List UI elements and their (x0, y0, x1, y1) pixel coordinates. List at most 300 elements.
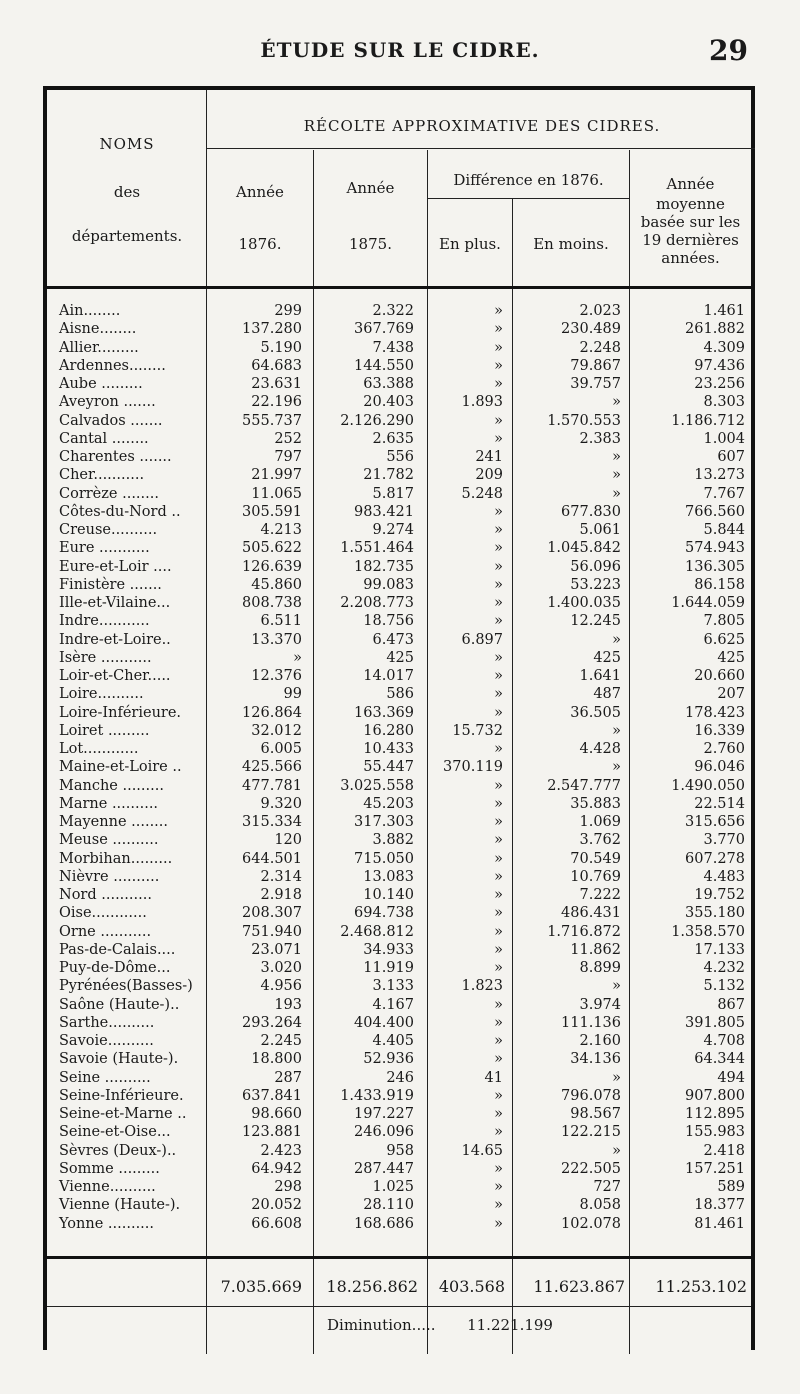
difference-en-plus: » (494, 357, 503, 374)
running-head (40, 34, 760, 70)
average-19-years: 155.983 (685, 1124, 745, 1141)
difference-en-plus: » (494, 613, 503, 630)
difference-en-moins: » (612, 978, 621, 995)
average-19-years: 607.278 (685, 850, 745, 867)
table-row (47, 1105, 751, 1123)
harvest-1876: 808.738 (242, 595, 302, 611)
table-row (47, 795, 751, 813)
harvest-1875: 10.433 (363, 741, 414, 757)
difference-en-moins: 102.078 (561, 1215, 621, 1232)
harvest-1875: 182.735 (354, 558, 414, 575)
difference-en-plus: » (494, 850, 503, 867)
harvest-1875: 317.303 (354, 814, 414, 830)
diminution-value: 11.221.199 (467, 1316, 553, 1334)
difference-en-plus: 15.732 (452, 722, 503, 739)
harvest-1876: 45.860 (251, 576, 302, 593)
average-19-years: 5.844 (703, 522, 745, 538)
difference-en-plus: » (494, 905, 503, 922)
department-name: Orne ........... (59, 923, 152, 940)
harvest-1875: 2.635 (372, 430, 414, 447)
harvest-1875: 7.438 (372, 339, 414, 356)
difference-en-moins: » (612, 467, 621, 484)
difference-en-plus: » (494, 412, 503, 429)
department-name: Pas-de-Calais.... (59, 941, 176, 958)
table-row (47, 667, 751, 685)
harvest-1875: 55.447 (363, 759, 414, 776)
cider-harvest-table (43, 86, 755, 1350)
difference-en-plus: » (494, 649, 503, 666)
department-name: Allier......... (59, 339, 139, 356)
difference-en-moins: » (612, 449, 621, 465)
table-row (47, 594, 751, 612)
average-19-years: 391.805 (685, 1014, 745, 1031)
average-19-years: 86.158 (694, 576, 745, 593)
harvest-1875: 2.468.812 (340, 923, 414, 940)
difference-en-moins: 4.428 (579, 741, 621, 757)
difference-en-plus: 41 (484, 1069, 503, 1086)
header-moyenne-4: 19 dernières (642, 231, 739, 249)
department-name: Vienne (Haute-). (59, 1197, 181, 1214)
harvest-1876: 4.956 (260, 978, 302, 995)
harvest-1876: 555.737 (242, 412, 302, 429)
average-19-years: 157.251 (685, 1160, 745, 1177)
harvest-1876: 120 (274, 832, 302, 849)
difference-en-moins: 677.830 (561, 503, 621, 520)
average-19-years: 4.232 (703, 960, 745, 976)
table-row (47, 302, 751, 320)
difference-en-plus: 241 (475, 449, 503, 465)
harvest-1876: 2.918 (260, 887, 302, 903)
table-row (47, 1087, 751, 1105)
difference-en-moins: 12.245 (570, 613, 621, 630)
difference-en-plus: » (494, 1124, 503, 1141)
difference-en-plus: » (494, 503, 503, 520)
header-1876: 1876. (238, 235, 282, 253)
average-19-years: 3.770 (703, 832, 745, 849)
table-row (47, 740, 751, 758)
difference-en-moins: » (612, 394, 621, 411)
difference-en-moins: 70.549 (570, 850, 621, 867)
average-19-years: 494 (717, 1069, 745, 1086)
table-row (47, 959, 751, 977)
difference-en-moins: » (612, 1142, 621, 1159)
difference-en-plus: 1.823 (461, 978, 503, 995)
average-19-years: 8.303 (703, 394, 745, 411)
department-name: Corrèze ........ (59, 485, 159, 502)
harvest-1875: 144.550 (354, 357, 414, 374)
difference-en-moins: 8.058 (579, 1197, 621, 1214)
difference-en-moins: 8.899 (579, 960, 621, 976)
difference-en-plus: » (494, 1014, 503, 1031)
difference-en-plus: » (494, 1197, 503, 1214)
difference-en-moins: 425 (593, 649, 621, 666)
harvest-1875: 1.433.919 (340, 1087, 414, 1104)
header-rule (428, 198, 629, 199)
difference-en-moins: » (612, 485, 621, 502)
difference-en-plus: 5.248 (461, 485, 503, 502)
table-row (47, 430, 751, 448)
header-noms: NOMS (99, 135, 155, 153)
table-row (47, 1123, 751, 1141)
harvest-1875: 168.686 (354, 1215, 414, 1232)
average-19-years: 112.895 (685, 1106, 745, 1122)
difference-en-moins: 2.383 (579, 430, 621, 447)
table-row (47, 758, 751, 776)
average-19-years: 20.660 (694, 668, 745, 684)
difference-en-plus: » (494, 576, 503, 593)
difference-en-plus: » (494, 1033, 503, 1049)
harvest-1875: 694.738 (354, 905, 414, 922)
harvest-1875: 9.274 (372, 522, 414, 538)
department-name: Ille-et-Vilaine... (59, 595, 171, 611)
difference-en-plus: » (494, 321, 503, 338)
harvest-1876: 66.608 (251, 1215, 302, 1232)
harvest-1875: 34.933 (363, 941, 414, 958)
difference-en-plus: » (494, 868, 503, 885)
header-en-plus: En plus. (439, 235, 501, 253)
total-moyenne: 11.253.102 (655, 1277, 747, 1296)
department-name: Savoie (Haute-). (59, 1051, 179, 1068)
difference-en-plus: » (494, 686, 503, 703)
table-row (47, 448, 751, 466)
harvest-1876: 11.065 (251, 485, 302, 502)
table-row (47, 485, 751, 503)
difference-en-moins: 79.867 (570, 357, 621, 374)
harvest-1876: 637.841 (242, 1087, 302, 1104)
harvest-1875: 367.769 (354, 321, 414, 338)
difference-en-moins: 11.862 (570, 941, 621, 958)
average-19-years: 1.461 (703, 303, 745, 319)
harvest-1875: 52.936 (363, 1051, 414, 1068)
harvest-1876: 315.334 (242, 814, 302, 830)
table-row (47, 722, 751, 740)
difference-en-moins: 487 (593, 686, 621, 703)
average-19-years: 1.186.712 (671, 412, 745, 429)
table-row (47, 685, 751, 703)
harvest-1875: 21.782 (363, 467, 414, 484)
header-difference: Différence en 1876. (453, 171, 604, 189)
average-19-years: 207 (717, 686, 745, 703)
table-row (47, 612, 751, 630)
department-name: Loir-et-Cher..... (59, 668, 171, 684)
department-name: Indre........... (59, 613, 150, 630)
difference-en-moins: 1.641 (579, 668, 621, 684)
harvest-1875: 2.208.773 (340, 595, 414, 611)
harvest-1875: 163.369 (354, 704, 414, 721)
harvest-1876: 5.190 (260, 339, 302, 356)
table-row (47, 503, 751, 521)
department-name: Seine .......... (59, 1069, 151, 1086)
table-row (47, 831, 751, 849)
table-row (47, 1069, 751, 1087)
difference-en-plus: » (494, 430, 503, 447)
diminution-label: Diminution..... (327, 1316, 436, 1334)
average-19-years: 425 (717, 649, 745, 666)
average-19-years: 574.943 (685, 540, 745, 557)
harvest-1876: 477.781 (242, 777, 302, 794)
header-en-moins: En moins. (533, 235, 609, 253)
department-name: Nièvre .......... (59, 868, 160, 885)
header-annee-1876: Année (236, 183, 284, 201)
difference-en-plus: » (494, 339, 503, 356)
harvest-1875: 3.882 (372, 832, 414, 849)
harvest-1875: 586 (386, 686, 414, 703)
difference-en-plus: 14.65 (461, 1142, 503, 1159)
average-19-years: 589 (717, 1179, 745, 1195)
harvest-1876: 797 (274, 449, 302, 465)
difference-en-moins: » (612, 1069, 621, 1086)
harvest-1875: 3.133 (372, 978, 414, 995)
difference-en-plus: » (494, 960, 503, 976)
table-row (47, 1196, 751, 1214)
harvest-1875: 2.322 (372, 303, 414, 319)
harvest-1876: 21.997 (251, 467, 302, 484)
harvest-1875: 246.096 (354, 1124, 414, 1141)
average-19-years: 315.656 (685, 814, 745, 830)
harvest-1876: 64.942 (251, 1160, 302, 1177)
department-name: Eure-et-Loir .... (59, 558, 172, 575)
total-1876: 7.035.669 (220, 1277, 302, 1296)
department-name: Puy-de-Dôme... (59, 960, 171, 976)
department-name: Manche ......... (59, 777, 164, 794)
department-name: Somme ......... (59, 1160, 160, 1177)
harvest-1876: 2.314 (260, 868, 302, 885)
difference-en-plus: » (494, 522, 503, 538)
header-rule (207, 148, 755, 149)
difference-en-moins: 3.762 (579, 832, 621, 849)
harvest-1875: 958 (386, 1142, 414, 1159)
difference-en-moins: 3.974 (579, 996, 621, 1013)
department-name: Savoie.......... (59, 1033, 154, 1049)
average-19-years: 178.423 (685, 704, 745, 721)
harvest-1875: 983.421 (354, 503, 414, 520)
average-19-years: 96.046 (694, 759, 745, 776)
total-1875: 18.256.862 (326, 1277, 418, 1296)
table-row (47, 539, 751, 557)
header-bottom-rule (47, 286, 751, 289)
harvest-1876: 425.566 (242, 759, 302, 776)
table-row (47, 977, 751, 995)
department-name: Calvados ....... (59, 412, 163, 429)
department-name: Yonne .......... (59, 1215, 155, 1232)
average-19-years: 4.309 (703, 339, 745, 356)
table-row (47, 412, 751, 430)
harvest-1876: 126.864 (242, 704, 302, 721)
average-19-years: 1.490.050 (671, 777, 745, 794)
department-name: Ardennes........ (59, 357, 166, 374)
table-row (47, 1032, 751, 1050)
department-name: Mayenne ........ (59, 814, 169, 830)
harvest-1875: 16.280 (363, 722, 414, 739)
difference-en-moins: 53.223 (570, 576, 621, 593)
average-19-years: 4.483 (703, 868, 745, 885)
difference-en-moins: 1.716.872 (547, 923, 621, 940)
department-name: Pyrénées(Basses-) (59, 978, 193, 995)
difference-en-plus: » (494, 795, 503, 812)
average-19-years: 1.004 (703, 430, 745, 447)
difference-en-moins: 10.769 (570, 868, 621, 885)
department-name: Loire-Inférieure. (59, 704, 182, 721)
table-row (47, 813, 751, 831)
harvest-1876: 22.196 (251, 394, 302, 411)
difference-en-plus: » (494, 741, 503, 757)
department-name: Seine-et-Marne .. (59, 1106, 187, 1122)
harvest-1875: 4.405 (372, 1033, 414, 1049)
table-row (47, 850, 751, 868)
department-name: Marne .......... (59, 795, 159, 812)
difference-en-plus: » (494, 1160, 503, 1177)
harvest-1875: 6.473 (372, 631, 414, 648)
department-name: Vienne.......... (59, 1179, 156, 1195)
table-row (47, 996, 751, 1014)
header-moyenne-2: moyenne (656, 195, 725, 213)
department-name: Meuse .......... (59, 832, 159, 849)
difference-en-moins: 2.160 (579, 1033, 621, 1049)
difference-en-moins: 230.489 (561, 321, 621, 338)
harvest-1876: 6.005 (260, 741, 302, 757)
average-19-years: 19.752 (694, 887, 745, 903)
diminution-line (327, 1316, 553, 1334)
average-19-years: 7.767 (703, 485, 745, 502)
table-row (47, 521, 751, 539)
table-row (47, 357, 751, 375)
harvest-1876: 2.423 (260, 1142, 302, 1159)
difference-en-moins: 35.883 (570, 795, 621, 812)
department-name: Sarthe.......... (59, 1014, 155, 1031)
harvest-1876: 298 (274, 1179, 302, 1195)
harvest-1875: 14.017 (363, 668, 414, 684)
harvest-1876: 299 (274, 303, 302, 319)
department-name: Aveyron ....... (59, 394, 156, 411)
average-19-years: 1.644.059 (671, 595, 745, 611)
harvest-1875: 11.919 (363, 960, 414, 976)
header-moyenne-3: basée sur les (640, 213, 741, 231)
harvest-1876: 644.501 (242, 850, 302, 867)
difference-en-moins: 34.136 (570, 1051, 621, 1068)
harvest-1876: 2.245 (260, 1033, 302, 1049)
department-name: Charentes ....... (59, 449, 172, 465)
harvest-1876: 64.683 (251, 357, 302, 374)
difference-en-plus: » (494, 1179, 503, 1195)
difference-en-plus: » (494, 923, 503, 940)
harvest-1875: 404.400 (354, 1014, 414, 1031)
harvest-1876: 123.881 (242, 1124, 302, 1141)
department-name: Morbihan......... (59, 850, 173, 867)
table-row (47, 886, 751, 904)
table-row (47, 941, 751, 959)
difference-en-moins: 36.505 (570, 704, 621, 721)
harvest-1875: 99.083 (363, 576, 414, 593)
average-19-years: 17.133 (694, 941, 745, 958)
department-name: Maine-et-Loire .. (59, 759, 182, 776)
difference-en-plus: » (494, 595, 503, 611)
table-row (47, 1014, 751, 1032)
average-19-years: 766.560 (685, 503, 745, 520)
difference-en-plus: » (494, 704, 503, 721)
average-19-years: 6.625 (703, 631, 745, 648)
table-row (47, 320, 751, 338)
average-19-years: 355.180 (685, 905, 745, 922)
difference-en-moins: 1.045.842 (547, 540, 621, 557)
difference-en-moins: 796.078 (561, 1087, 621, 1104)
difference-en-moins: 39.757 (570, 376, 621, 392)
difference-en-moins: » (612, 631, 621, 648)
harvest-1875: 10.140 (363, 887, 414, 903)
table-row (47, 466, 751, 484)
table-row (47, 375, 751, 393)
harvest-1875: 5.817 (372, 485, 414, 502)
department-name: Côtes-du-Nord .. (59, 503, 181, 520)
table-row (47, 704, 751, 722)
harvest-1875: 1.551.464 (340, 540, 414, 557)
harvest-1875: 2.126.290 (340, 412, 414, 429)
department-name: Aisne........ (59, 321, 137, 338)
harvest-1876: 9.320 (260, 795, 302, 812)
harvest-1876: 252 (274, 430, 302, 447)
page-title: ÉTUDE SUR LE CIDRE. (260, 38, 540, 62)
difference-en-plus: » (494, 941, 503, 958)
harvest-1876: 287 (274, 1069, 302, 1086)
department-name: Seine-et-Oise... (59, 1124, 171, 1141)
header-group-title: RÉCOLTE APPROXIMATIVE DES CIDRES. (303, 117, 661, 135)
difference-en-plus: » (494, 303, 503, 319)
difference-en-moins: 727 (593, 1179, 621, 1195)
difference-en-moins: » (612, 759, 621, 776)
header-departements: départements. (71, 227, 183, 245)
page-number: 29 (709, 34, 748, 67)
harvest-1876: 99 (283, 686, 302, 703)
header-moyenne-5: années. (661, 249, 720, 267)
table-row (47, 558, 751, 576)
harvest-1876: 208.307 (242, 905, 302, 922)
difference-en-plus: » (494, 376, 503, 392)
harvest-1875: 556 (386, 449, 414, 465)
average-19-years: 907.800 (685, 1087, 745, 1104)
harvest-1876: 505.622 (242, 540, 302, 557)
harvest-1875: 715.050 (354, 850, 414, 867)
harvest-1875: 197.227 (354, 1106, 414, 1122)
average-19-years: 97.436 (694, 357, 745, 374)
difference-en-plus: » (494, 1051, 503, 1068)
table-row (47, 1178, 751, 1196)
harvest-1875: 18.756 (363, 613, 414, 630)
harvest-1876: 23.631 (251, 376, 302, 392)
department-name: Saône (Haute-).. (59, 996, 180, 1013)
harvest-1876: 193 (274, 996, 302, 1013)
totals-top-rule (47, 1256, 751, 1259)
harvest-1875: 3.025.558 (340, 777, 414, 794)
harvest-1875: 246 (386, 1069, 414, 1086)
department-name: Oise............ (59, 905, 147, 922)
table-row (47, 1160, 751, 1178)
table-row (47, 1050, 751, 1068)
header-moyenne-1: Année (666, 175, 715, 193)
harvest-1876: 98.660 (251, 1106, 302, 1122)
harvest-1875: 20.403 (363, 394, 414, 411)
difference-en-moins: 2.248 (579, 339, 621, 356)
department-name: Seine-Inférieure. (59, 1087, 184, 1104)
department-name: Sèvres (Deux-).. (59, 1142, 177, 1159)
department-name: Loire.......... (59, 686, 144, 703)
average-19-years: 18.377 (694, 1197, 745, 1214)
harvest-1876: 4.213 (260, 522, 302, 538)
average-19-years: 2.418 (703, 1142, 745, 1159)
average-19-years: 867 (717, 996, 745, 1013)
harvest-1875: 28.110 (363, 1197, 414, 1214)
difference-en-moins: 2.023 (579, 303, 621, 319)
difference-en-moins: 486.431 (561, 905, 621, 922)
harvest-1876: 293.264 (242, 1014, 302, 1031)
